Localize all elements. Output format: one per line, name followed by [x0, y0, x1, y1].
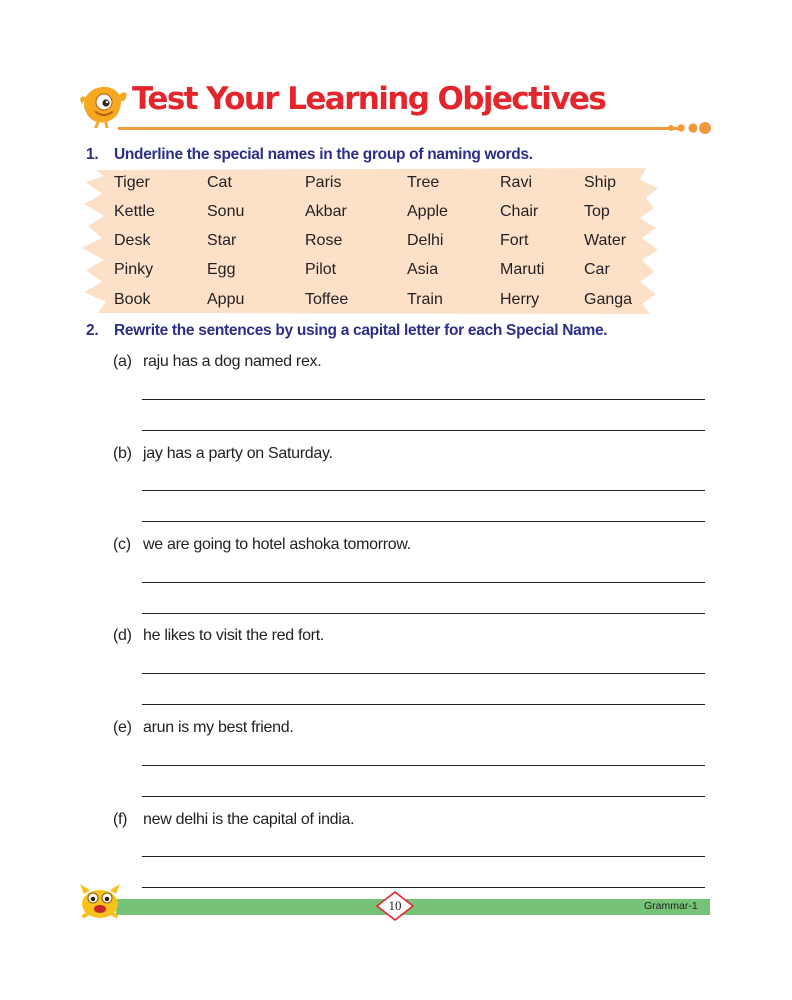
sentence-text: new delhi is the capital of india.	[143, 811, 355, 828]
writing-line[interactable]	[142, 430, 705, 431]
word-cell: Apple	[407, 203, 448, 220]
word-cell: Pilot	[305, 261, 337, 278]
word-cell: Toffee	[305, 291, 349, 308]
book-label: Grammar-1	[644, 900, 698, 912]
word-cell: Ganga	[584, 291, 633, 308]
word-cell: Water	[584, 232, 627, 249]
title-dots-decoration	[666, 119, 712, 137]
sentence-label: (a)	[113, 353, 132, 370]
word-cell: Ravi	[500, 174, 533, 191]
word-cell: Kettle	[114, 203, 155, 220]
sentence-label: (f)	[113, 811, 128, 828]
sentence-text: he likes to visit the red fort.	[143, 627, 325, 644]
sentence-text: jay has a party on Saturday.	[143, 445, 333, 462]
word-cell: Akbar	[305, 203, 347, 220]
question-1-number: 1.	[86, 146, 99, 163]
writing-line[interactable]	[142, 582, 705, 583]
footer-mascot-icon	[78, 880, 122, 920]
word-cell: Chair	[500, 203, 539, 220]
word-cell: Star	[207, 232, 237, 249]
word-cell: Ship	[584, 174, 617, 191]
writing-line[interactable]	[142, 887, 705, 888]
mascot-icon	[80, 82, 130, 128]
word-cell: Fort	[500, 232, 529, 249]
sentence-label: (b)	[113, 445, 132, 462]
writing-line[interactable]	[142, 613, 705, 614]
word-cell: Desk	[114, 232, 151, 249]
word-cell: Tiger	[114, 174, 150, 191]
question-2-instruction: Rewrite the sentences by using a capital letter for each Special Name.	[114, 322, 608, 339]
word-cell: Rose	[305, 232, 343, 249]
writing-line[interactable]	[142, 673, 705, 674]
title-underline	[118, 127, 678, 130]
writing-line[interactable]	[142, 765, 705, 766]
sentence-label: (e)	[113, 719, 132, 736]
writing-line[interactable]	[142, 521, 705, 522]
writing-line[interactable]	[142, 796, 705, 797]
writing-line[interactable]	[142, 856, 705, 857]
word-cell: Maruti	[500, 261, 545, 278]
word-cell: Sonu	[207, 203, 245, 220]
sentence-label: (d)	[113, 627, 132, 644]
word-cell: Pinky	[114, 261, 154, 278]
word-cell: Book	[114, 291, 151, 308]
sentence-label: (c)	[113, 536, 131, 553]
word-cell: Egg	[207, 261, 236, 278]
word-cell: Tree	[407, 174, 440, 191]
writing-line[interactable]	[142, 399, 705, 400]
word-cell: Train	[407, 291, 443, 308]
writing-line[interactable]	[142, 490, 705, 491]
word-table-background	[80, 166, 663, 316]
word-cell: Asia	[407, 261, 439, 278]
word-cell: Delhi	[407, 232, 444, 249]
word-cell: Herry	[500, 291, 540, 308]
word-cell: Cat	[207, 174, 232, 191]
word-cell: Appu	[207, 291, 245, 308]
sentence-text: raju has a dog named rex.	[143, 353, 322, 370]
question-1-instruction: Underline the special names in the group of naming words.	[114, 146, 533, 163]
sentence-text: we are going to hotel ashoka tomorrow.	[143, 536, 411, 553]
word-cell: Car	[584, 261, 610, 278]
word-cell: Paris	[305, 174, 342, 191]
page-title: Test Your Learning Objectives	[132, 81, 606, 117]
page-number: 10	[388, 898, 402, 913]
writing-line[interactable]	[142, 704, 705, 705]
question-2-number: 2.	[86, 322, 99, 339]
word-cell: Top	[584, 203, 610, 220]
sentence-text: arun is my best friend.	[143, 719, 294, 736]
